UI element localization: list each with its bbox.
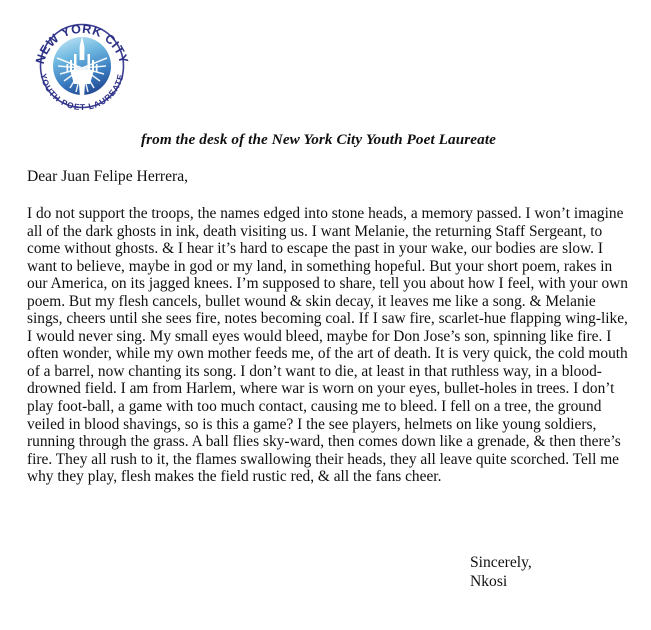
- body-paragraph: I do not support the troops, the names edged into stone heads, a memory passed. I won’t imagine all of the dark ghosts in ink, death visiting us. I want Melanie, the returning Staff Sergeant, to come without ghosts. & I hear it’s hard to escape the past in your wake, our bodies are slow. I want to believe, maybe in god or my land, in something hopeful. But your short poem, rakes in our America, on its jagged knees. I’m supposed to share, tell you about how I feel, with your own poem. But my flesh cancels, bullet wound & skin decay, it leaves me like a song. & Melanie sings, cheers until she sees fire, notes becoming coal. If I saw fire, scarlet-hue flapping wing-like, I would never sing. My small eyes would bleed, maybe for Don Jose’s son, spinning like fire. I often wonder, while my own mother feeds me, of the art of death. It is very quick, the cold mouth of a barrel, now chanting its song. I don’t want to die, at least in that ruthless way, in a blood-drowned field. I am from Harlem, where war is worn on your eyes, bullet-holes in trees. I don’t play foot-ball, a game with too much contact, causing me to bleed. I fell on a tree, the ground veiled in blood shavings, so is this a game? I the see players, helmets on like young soldiers, running through the grass. A ball flies sky-ward, then comes down like a grenade, & then there’s fire. They all rush to it, the flames swallowing their heads, they all leave quite scorched. Tell me why they play, flesh makes the field rustic red, & all the fans cheer.: [27, 205, 628, 486]
- signature-name: Nkosi: [470, 573, 508, 590]
- nyc-youth-poet-laureate-logo: [30, 14, 134, 118]
- letterhead-line: from the desk of the New York City Youth Poet Laureate: [141, 131, 496, 148]
- signature-block: [470, 553, 532, 591]
- seal-arc-bottom-text: YOUTH POET LAUREATE: [38, 72, 126, 113]
- signature-closing: Sincerely,: [470, 554, 532, 571]
- letter-body: [27, 205, 628, 486]
- seal-arc-top-text: NEW YORK CITY: [32, 21, 132, 66]
- salutation: Dear Juan Felipe Herrera,: [27, 168, 189, 185]
- seal-icon: [30, 14, 134, 118]
